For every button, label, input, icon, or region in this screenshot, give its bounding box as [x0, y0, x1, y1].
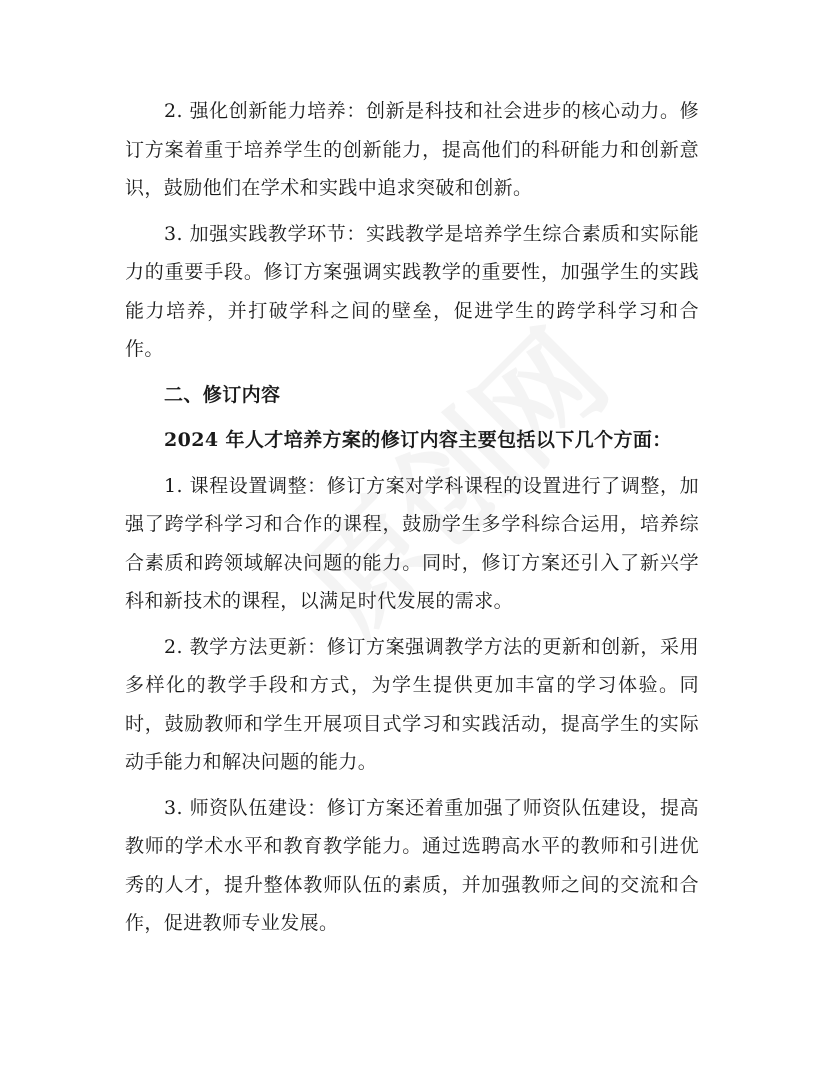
- paragraph-practice: 3. 加强实践教学环节：实践教学是培养学生综合素质和实际能力的重要手段。修订方案强调实践教学的重要性，加强学生的实践能力培养，并打破学科之间的壁垒，促进学生的跨学科学习和合作。: [125, 222, 699, 360]
- paragraph-innovation: 2. 强化创新能力培养：创新是科技和社会进步的核心动力。修订方案着重于培养学生的创新能力，提高他们的科研能力和创新意识，鼓励他们在学术和实践中追求突破和创新。: [125, 100, 699, 199]
- document-body: [125, 92, 699, 950]
- item-teaching-methods: 2. 教学方法更新：修订方案强调教学方法的更新和创新，采用多样化的教学手段和方式，为学生提供更加丰富的学习体验。同时，鼓励教师和学生开展项目式学习和实践活动，提高学生的实际动手能力和解决问题的能力。: [125, 635, 699, 773]
- item-faculty: 3. 师资队伍建设：修订方案还着重加强了师资队伍建设，提高教师的学术水平和教育教学能力。通过选聘高水平的教师和引进优秀的人才，提升整体教师队伍的素质，并加强教师之间的交流和合作，促进教师专业发展。: [125, 796, 699, 934]
- section-heading: 二、修订内容: [164, 383, 281, 406]
- intro-heading: 2024 年人才培养方案的修订内容主要包括以下几个方面：: [164, 429, 672, 451]
- item-curriculum: 1. 课程设置调整：修订方案对学科课程的设置进行了调整，加强了跨学科学习和合作的课程，鼓励学生多学科综合运用，培养综合素质和跨领域解决问题的能力。同时，修订方案还引入了新兴学科和新技术的课程，以满足时代发展的需求。: [125, 474, 699, 612]
